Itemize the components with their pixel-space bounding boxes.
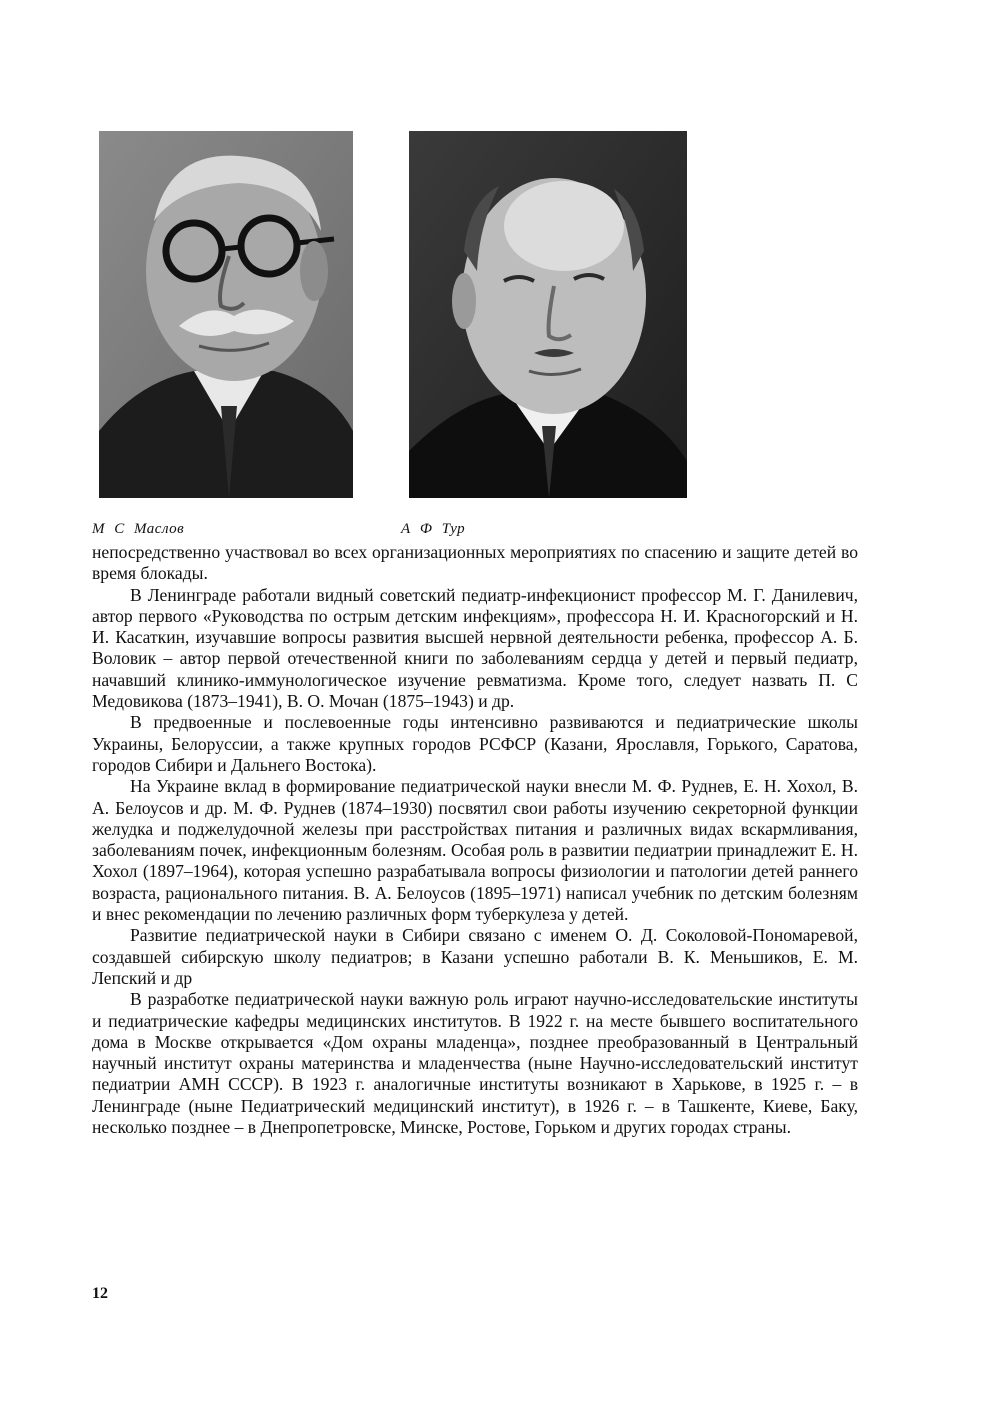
- paragraph: В предвоенные и послевоенные годы интенсивно развиваются и педиатрические школы Украины, Белоруссии, а также крупных городов РСФСР (Казани, Ярославля, Горького, Саратова, городов Сибири и Дальнего Востока).: [92, 712, 858, 775]
- page-number: 12: [92, 1285, 108, 1302]
- paragraph: непосредственно участвовал во всех организационных мероприятиях по спасению и защите детей во время блокады.: [92, 542, 858, 584]
- paragraph: На Украине вклад в формирование педиатрической науки внесли М. Ф. Руднев, Е. Н. Хохол, В. А. Белоусов и др. М. Ф. Руднев (1874–1930) посвятил свои работы изучению секреторной функции желудка и поджелудочной железы при расстройствах питания и различных видах вскармливания, заболеваниям почек, инфекционным болезням. Особая роль в развитии педиатрии принадлежит Е. Н. Хохол (1897–1964), которая успешно разрабатывала вопросы физиологии и патологии детей раннего возраста, рационального питания. В. А. Белоусов (1895–1971) написал учебник по детским болезням и внес рекомендации по лечению различных форм туберкулеза у детей.: [92, 776, 858, 925]
- paragraph: В разработке педиатрической науки важную роль играют научно-исследовательские институты и педиатрические кафедры медицинских институтов. В 1922 г. на месте бывшего воспитательного дома в Москве открывается «Дом охраны младенца», позднее преобразованный в Центральный научный институт охраны материнства и младенчества (ныне Научно-исследовательский институт педиатрии АМН СССР). В 1923 г. аналогичные институты возникают в Харькове, в 1925 г. – в Ленинграде (ныне Педиатрический медицинский институт), в 1926 г. – в Ташкенте, Киеве, Баку, несколько позднее – в Днепропетровске, Минске, Ростове, Горьком и других городах страны.: [92, 989, 858, 1138]
- body-text: [92, 542, 858, 1138]
- portrait-photo-maslov: [99, 131, 353, 498]
- portrait-photo-tur: [409, 131, 687, 498]
- paragraph: В Ленинграде работали видный советский педиатр-инфекционист профессор М. Г. Данилевич, автор первого «Руководства по острым детским инфекциям», профессора Н. И. Красногорский и Н. И. Касаткин, изучавшие вопросы развития высшей нервной деятельности ребенка, профессор А. Б. Воловик – автор первой отечественной книги по заболеваниям сердца у детей и первый педиатр, начавший клинико-иммунологическое изучение ревматизма. Кроме того, следует назвать П. С Медовикова (1873–1941), В. О. Мочан (1875–1943) и др.: [92, 584, 858, 712]
- paragraph: Развитие педиатрической науки в Сибири связано с именем О. Д. Соколовой-Пономаревой, создавшей сибирскую школу педиатров; в Казани успешно работали В. К. Меньшиков, Е. М. Лепский и др: [92, 925, 858, 988]
- photo-caption-right: А Ф Тур: [401, 521, 466, 537]
- photo-caption-left: М С Маслов: [92, 521, 185, 537]
